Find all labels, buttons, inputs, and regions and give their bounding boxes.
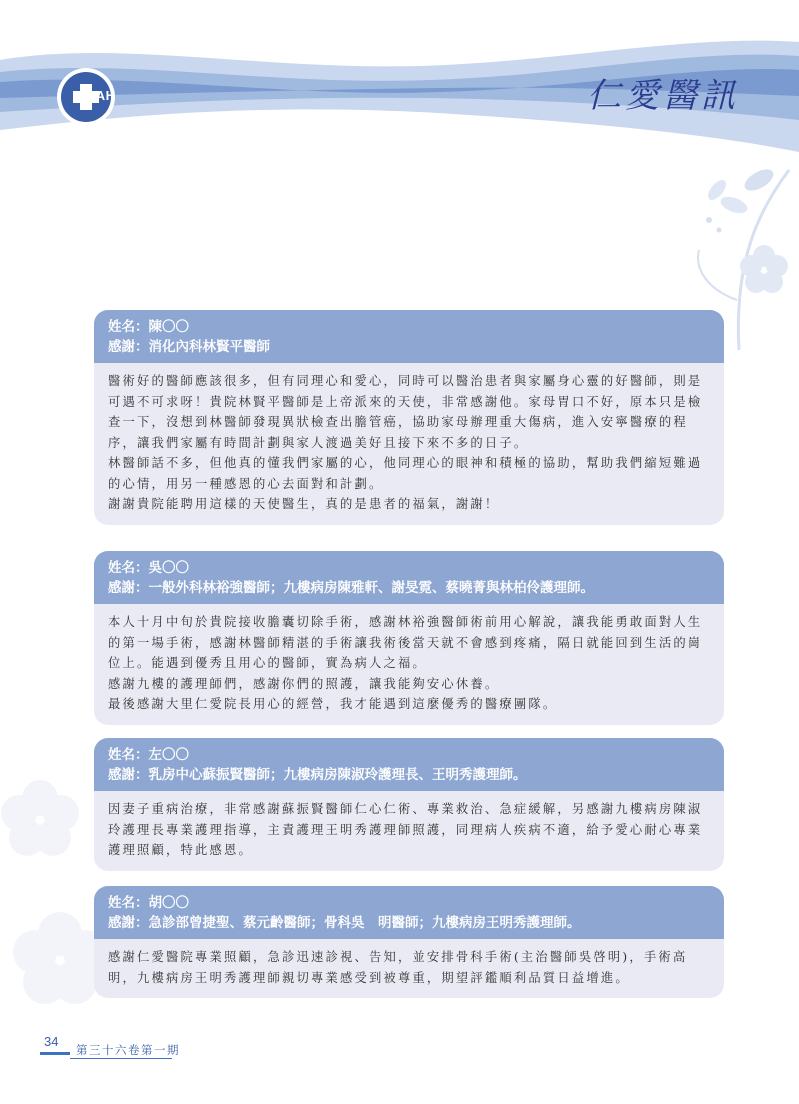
- masthead-title: 仁愛醫訊: [587, 76, 739, 116]
- card-header: [94, 551, 724, 604]
- card-header: [94, 738, 724, 791]
- footer-accent-bar: [40, 1052, 70, 1055]
- card-paragraph: 感謝仁愛醫院專業照顧，急診迅速診視、告知，並安排骨科手術(主治醫師吳啓明)，手術高明，九樓病房王明秀護理師親切專業感受到被尊重，期望評鑑順利品質日益增進。: [108, 950, 688, 985]
- card-header: [94, 310, 724, 363]
- thank-you-card: [94, 738, 724, 871]
- card-paragraph: 本人十月中旬於貴院接收膽囊切除手術，感謝林裕強醫師術前用心解說，讓我能勇敢面對人生的第一場手術，感謝林醫師精湛的手術讓我術後當天就不會感到疼痛，隔日就能回到生活的崗位上。能遇到優秀且用心的醫師，實為病人之福。: [108, 615, 703, 670]
- issue-label: 第三十六卷第一期: [76, 1043, 180, 1057]
- card-paragraph: 最後感謝大里仁愛院長用心的經營，我才能遇到這麼優秀的醫療團隊。: [108, 697, 558, 711]
- card-paragraph: 謝謝貴院能聘用這樣的天使醫生，真的是患者的福氣，謝謝！: [108, 497, 500, 511]
- card-body: [94, 363, 724, 525]
- patient-name: 姓名：胡〇〇: [108, 895, 189, 911]
- thanks-line: 感謝：一般外科林裕強醫師；九樓病房陳雅軒、謝旻霓、蔡曉菁與林柏伶護理師。: [108, 580, 594, 596]
- thank-you-card: [94, 886, 724, 998]
- card-paragraph: 醫術好的醫師應該很多，但有同理心和愛心，同時可以醫治患者與家屬身心靈的好醫師，則是可遇不可求呀！貴院林賢平醫師是上帝派來的天使，非常感謝他。家母胃口不好，原本只是檢查一下，沒想到林醫師發現異狀檢查出膽管癌，協助家母辦理重大傷病，進入安寧醫療的程序，讓我們家屬有時間計劃與家人渡過美好且接下來不多的日子。: [108, 374, 703, 450]
- card-paragraph: 林醫師話不多，但他真的懂我們家屬的心，他同理心的眼神和積極的協助，幫助我們縮短難過的心情，用另一種感恩的心去面對和計劃。: [108, 456, 703, 491]
- thanks-line: 感謝：消化內科林賢平醫師: [108, 339, 270, 355]
- thank-you-card: [94, 551, 724, 725]
- footer-divider: [70, 1058, 172, 1059]
- thank-you-card: [94, 310, 724, 525]
- thanks-line: 感謝：乳房中心蘇振賢醫師；九樓病房陳淑玲護理長、王明秀護理師。: [108, 767, 527, 783]
- thanks-line: 感謝：急診部曾捷聖、蔡元齡醫師；骨科吳 明醫師；九樓病房王明秀護理師。: [108, 915, 581, 931]
- card-paragraph: 因妻子重病治療，非常感謝蘇振賢醫師仁心仁術、專業救治、急症緩解，另感謝九樓病房陳淑玲護理長專業護理指導，主責護理王明秀護理師照護，同理病人疾病不適，給予愛心耐心專業護理照顧，特此感恩。: [108, 802, 703, 857]
- patient-name: 姓名：左〇〇: [108, 747, 189, 763]
- page-number: 34: [44, 1034, 59, 1049]
- card-paragraph: 感謝九樓的護理師們，感謝你們的照護，讓我能夠安心休養。: [108, 676, 500, 691]
- card-body: [94, 939, 724, 998]
- patient-name: 姓名：吳〇〇: [108, 560, 189, 576]
- logo-text: JAH: [88, 88, 116, 103]
- patient-name: 姓名：陳〇〇: [108, 319, 189, 335]
- card-header: [94, 886, 724, 939]
- card-body: [94, 604, 724, 725]
- card-body: [94, 791, 724, 871]
